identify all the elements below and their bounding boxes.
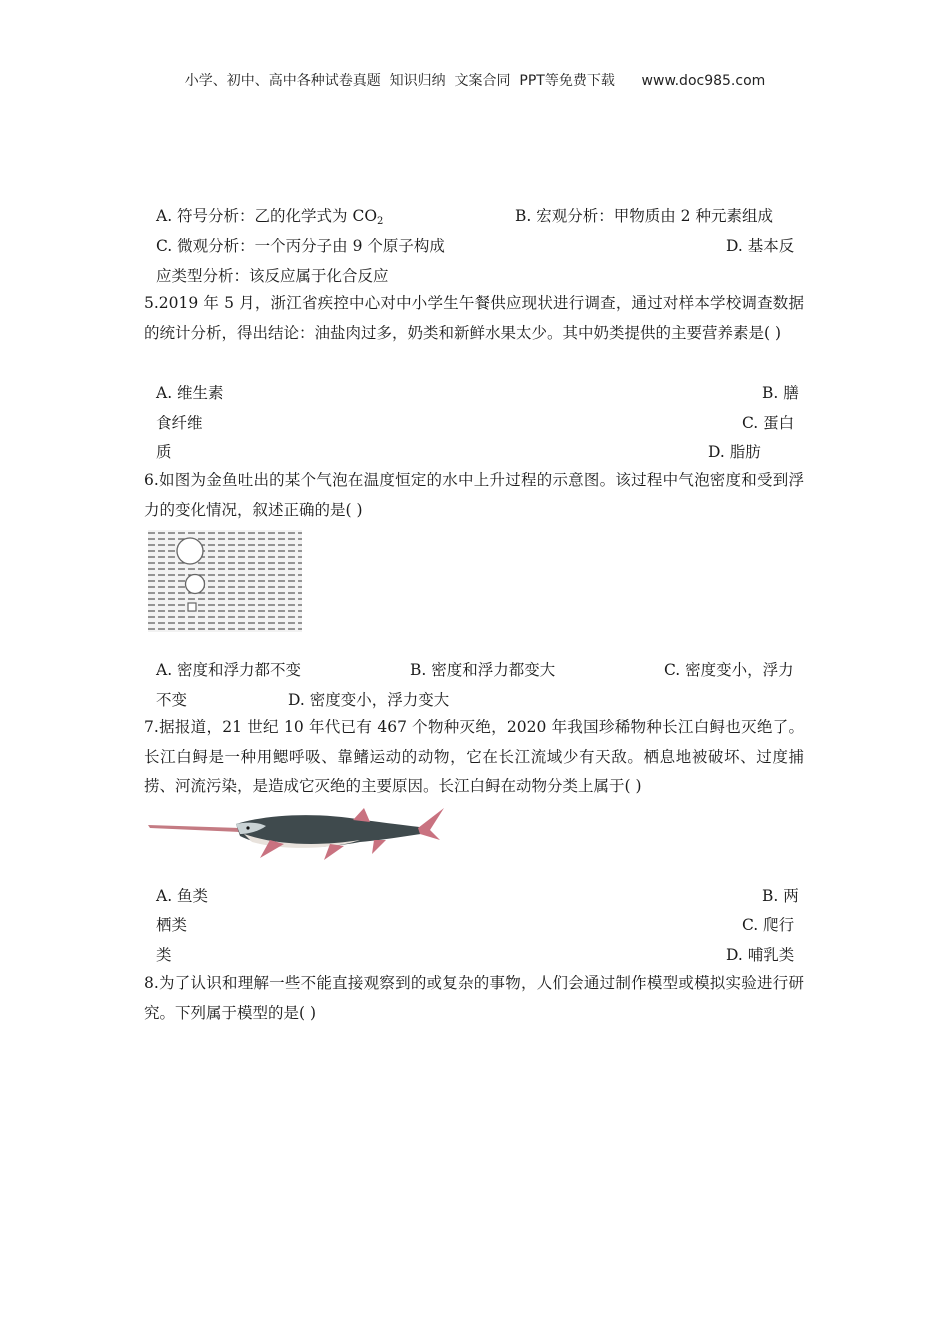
q4-option-a xyxy=(156,206,383,232)
medium-bubble xyxy=(186,575,205,594)
chinese-paddlefish-figure xyxy=(148,806,444,864)
bubble-rising-figure xyxy=(148,530,302,632)
q6-option-a: A. 密度和浮力都不变 xyxy=(156,661,302,679)
q6-option-c-continued: 不变 xyxy=(156,691,188,709)
fish-eye xyxy=(246,826,249,829)
q7-option-a: A. 鱼类 xyxy=(156,887,209,905)
q4-option-d-continued: 应类型分析：该反应属于化合反应 xyxy=(156,267,389,285)
q7-option-b-continued: 栖类 xyxy=(156,916,188,934)
q5-option-c-continued: 质 xyxy=(156,443,172,461)
fish-tail xyxy=(418,808,444,840)
q7-option-c-continued: 类 xyxy=(156,946,172,964)
q4-option-a-text: A. 符号分析：乙的化学式为 CO xyxy=(156,207,378,225)
q4-option-c: C. 微观分析：一个丙分子由 9 个原子构成 xyxy=(156,237,445,255)
q5-stem: 5.2019 年 5 月，浙江省疾控中心对中小学生午餐供应现状进行调查，通过对样本学校调查数据的统计分析，得出结论：油盐肉过多，奶类和新鲜水果太少。其中奶类提供的主要营养素是( ) xyxy=(144,294,804,342)
q6-option-c: C. 密度变小，浮力 xyxy=(664,661,794,679)
q5-option-b-continued: 食纤维 xyxy=(156,414,203,432)
water-lines xyxy=(148,530,302,632)
q6-option-b: B. 密度和浮力都变大 xyxy=(410,661,556,679)
q5-option-a: A. 维生素 xyxy=(156,384,224,402)
q6-option-d: D. 密度变小，浮力变大 xyxy=(288,691,450,709)
q4-option-d: D. 基本反 xyxy=(726,237,795,255)
q4-option-a-subscript: 2 xyxy=(377,216,384,227)
q7-option-d: D. 哺乳类 xyxy=(726,946,795,964)
small-bubble xyxy=(188,603,196,611)
fish-dorsal-fin xyxy=(353,808,370,822)
q5-option-d: D. 脂肪 xyxy=(708,443,761,461)
q4-option-b: B. 宏观分析：甲物质由 2 种元素组成 xyxy=(515,207,773,225)
fish-rostrum xyxy=(148,825,240,832)
q7-stem: 7.据报道，21 世纪 10 年代已有 467 个物种灭绝，2020 年我国珍稀物种长江白鲟也灭绝了。长江白鲟是一种用鳃呼吸、靠鳍运动的动物，它在长江流域少有天敌。栖息地被破坏、过度捕捞、河流污染，是造成它灭绝的主要原因。长江白鲟在动物分类上属于( ) xyxy=(144,718,804,795)
q5-option-c: C. 蛋白 xyxy=(742,414,795,432)
q8-stem: 8.为了认识和理解一些不能直接观察到的或复杂的事物，人们会通过制作模型或模拟实验进行研究。下列属于模型的是( ) xyxy=(144,974,804,1022)
fish-anal-fin xyxy=(372,840,386,854)
q6-stem: 6.如图为金鱼吐出的某个气泡在温度恒定的水中上升过程的示意图。该过程中气泡密度和受到浮力的变化情况，叙述正确的是( ) xyxy=(144,471,804,519)
q5-option-b: B. 膳 xyxy=(762,384,799,402)
q7-option-b: B. 两 xyxy=(762,887,799,905)
large-bubble xyxy=(177,538,203,564)
q7-option-c: C. 爬行 xyxy=(742,916,795,934)
page-header: 小学、初中、高中各种试卷真题 知识归纳 文案合同 PPT等免费下载 www.doc985.com xyxy=(184,73,766,89)
